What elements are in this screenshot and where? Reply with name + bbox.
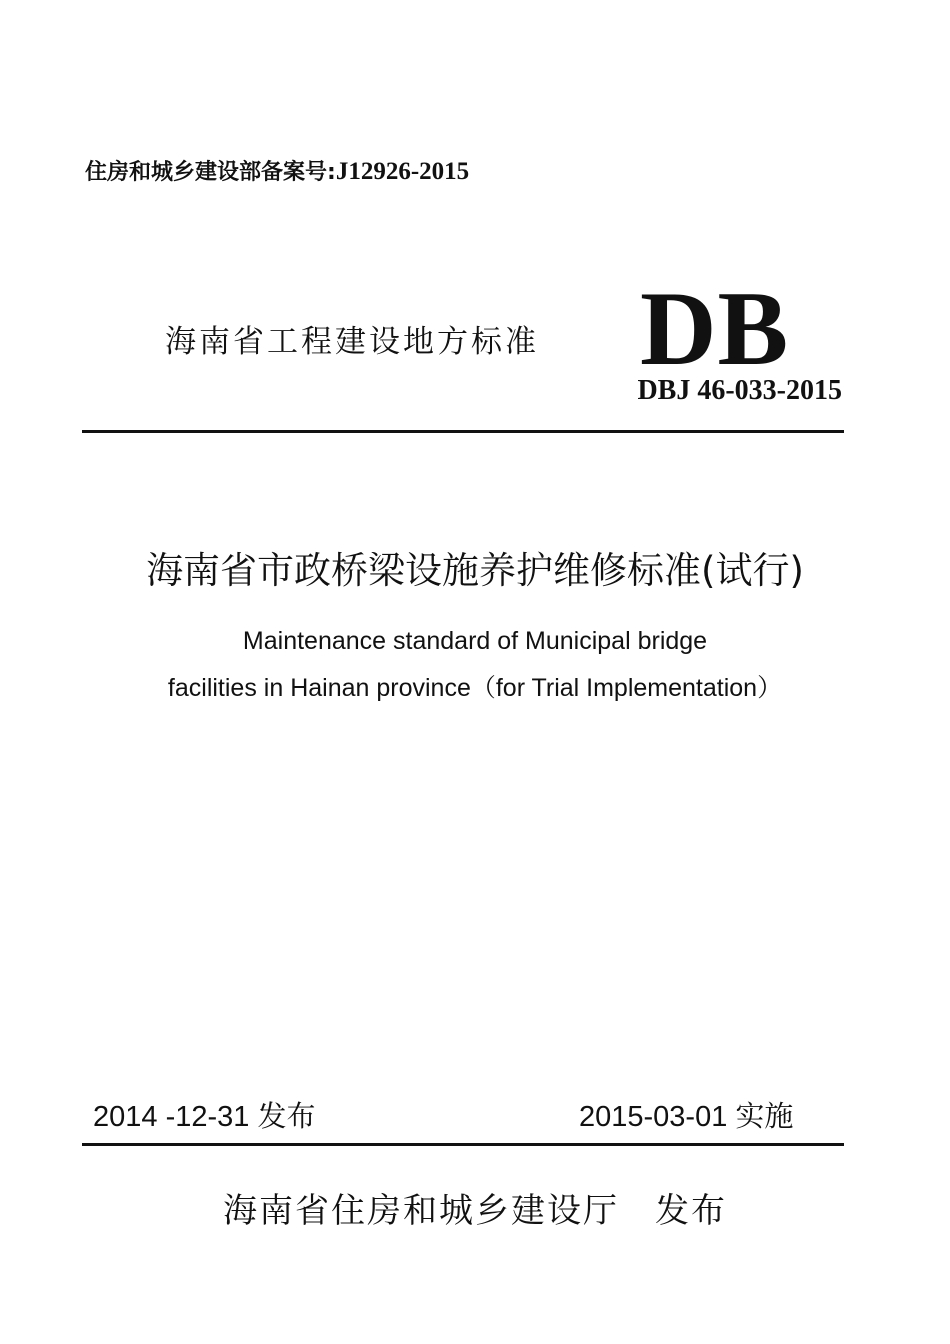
document-title-zh: 海南省市政桥梁设施养护维修标准(试行): [146, 549, 804, 592]
document-title-en-line1: Maintenance standard of Municipal bridge: [242, 627, 708, 655]
document-title-en-line2: facilities in Hainan province（for Trial Implementation）: [167, 674, 783, 702]
standard-number: DBJ 46-033-2015: [637, 375, 842, 406]
db-logo-mark: DB: [640, 270, 790, 387]
record-number: J12926-2015: [335, 158, 470, 185]
effective-date: 2015-03-01 实施: [579, 1101, 794, 1133]
record-label: 住房和城乡建设部备案号:: [85, 160, 336, 185]
top-divider: [82, 430, 844, 433]
issue-date: 2014 -12-31 发布: [93, 1101, 316, 1133]
bottom-divider: [82, 1143, 844, 1146]
record-number-line: [85, 155, 469, 186]
publisher: 海南省住房和城乡建设厅 发布: [223, 1191, 727, 1231]
standard-category: 海南省工程建设地方标准: [165, 324, 539, 360]
